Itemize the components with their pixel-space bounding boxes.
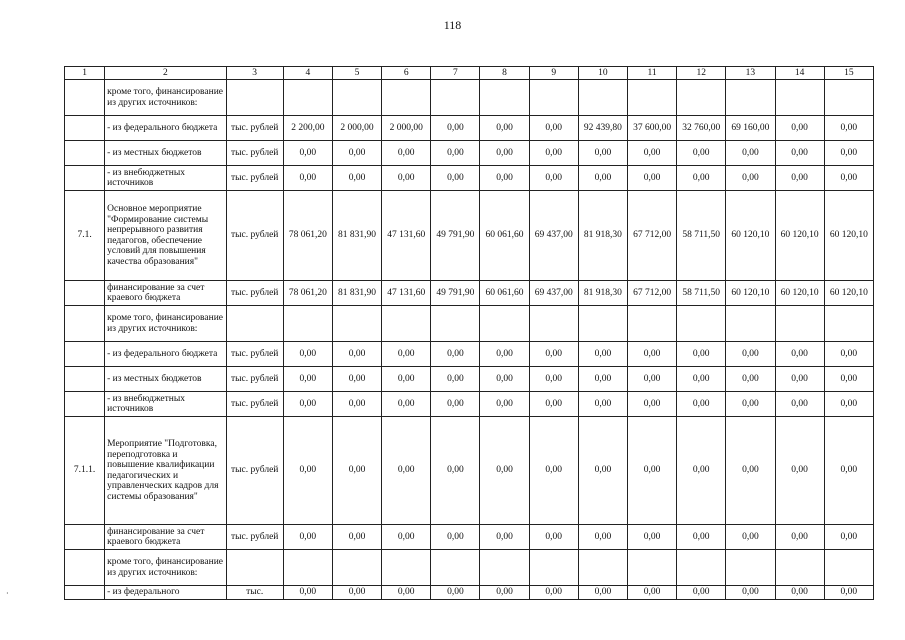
value-cell [332,80,381,116]
row-unit: тыс. рублей [226,166,283,191]
value-cell: 69 437,00 [529,191,578,281]
table-body [65,80,874,600]
value-cell: 2 000,00 [382,116,431,141]
value-cell: 0,00 [677,342,726,367]
value-cell: 0,00 [775,392,824,417]
table-row [65,191,874,281]
value-cell: 0,00 [578,525,627,550]
row-code [65,392,105,417]
value-cell [677,306,726,342]
value-cell: 0,00 [775,525,824,550]
value-cell: 0,00 [627,417,676,525]
value-cell: 78 061,20 [283,191,332,281]
value-cell: 0,00 [529,392,578,417]
value-cell [283,80,332,116]
row-unit: тыс. рублей [226,281,283,306]
value-cell: 0,00 [283,141,332,166]
column-header: 11 [627,67,676,80]
value-cell [726,550,775,586]
value-cell: 0,00 [283,586,332,600]
row-unit: тыс. рублей [226,525,283,550]
value-cell: 0,00 [431,116,480,141]
value-cell: 0,00 [431,525,480,550]
value-cell: 60 120,10 [824,191,873,281]
value-cell [726,80,775,116]
value-cell: 0,00 [480,141,529,166]
value-cell: 0,00 [529,586,578,600]
value-cell: 0,00 [775,367,824,392]
value-cell: 0,00 [578,166,627,191]
table-row [65,586,874,600]
column-header: 1 [65,67,105,80]
row-code [65,525,105,550]
value-cell: 0,00 [824,342,873,367]
value-cell [431,80,480,116]
value-cell: 0,00 [578,392,627,417]
value-cell: 0,00 [677,417,726,525]
value-cell: 0,00 [677,392,726,417]
row-code [65,116,105,141]
value-cell [283,306,332,342]
row-code [65,281,105,306]
value-cell: 0,00 [332,392,381,417]
value-cell: 0,00 [677,141,726,166]
value-cell: 0,00 [283,525,332,550]
value-cell [627,550,676,586]
value-cell: 0,00 [332,525,381,550]
value-cell: 0,00 [627,342,676,367]
value-cell: 0,00 [480,367,529,392]
value-cell: 0,00 [480,342,529,367]
row-unit: тыс. рублей [226,367,283,392]
row-unit: тыс. рублей [226,342,283,367]
value-cell [529,550,578,586]
value-cell: 47 131,60 [382,191,431,281]
row-name: - из внебюджетных источников [105,392,226,417]
value-cell: 0,00 [775,342,824,367]
value-cell: 0,00 [431,367,480,392]
row-name: кроме того, финансирование из других источников: [105,550,226,586]
value-cell: 0,00 [627,166,676,191]
value-cell: 0,00 [578,417,627,525]
column-header: 8 [480,67,529,80]
value-cell: 67 712,00 [627,191,676,281]
value-cell: 58 711,50 [677,281,726,306]
value-cell: 60 120,10 [775,191,824,281]
row-code [65,367,105,392]
value-cell [529,80,578,116]
value-cell: 0,00 [726,166,775,191]
value-cell: 0,00 [677,367,726,392]
value-cell: 0,00 [332,417,381,525]
value-cell: 37 600,00 [627,116,676,141]
value-cell: 0,00 [824,392,873,417]
row-code: 7.1.1. [65,417,105,525]
value-cell: 0,00 [627,141,676,166]
column-header: 15 [824,67,873,80]
value-cell: 2 200,00 [283,116,332,141]
row-name: - из федерального бюджета [105,116,226,141]
value-cell: 0,00 [283,166,332,191]
row-code [65,306,105,342]
value-cell: 0,00 [529,417,578,525]
value-cell [382,550,431,586]
value-cell [775,306,824,342]
value-cell [726,306,775,342]
value-cell [824,550,873,586]
row-code [65,166,105,191]
value-cell: 0,00 [332,166,381,191]
value-cell: 0,00 [627,392,676,417]
value-cell [578,80,627,116]
row-name: - из местных бюджетов [105,141,226,166]
row-name: кроме того, финансирование из других источников: [105,80,226,116]
value-cell: 0,00 [431,586,480,600]
column-header: 6 [382,67,431,80]
value-cell: 0,00 [283,392,332,417]
row-code: 7.1. [65,191,105,281]
value-cell: 0,00 [627,525,676,550]
value-cell: 0,00 [578,141,627,166]
value-cell: 0,00 [824,116,873,141]
column-header: 10 [578,67,627,80]
value-cell: 0,00 [382,141,431,166]
page-number: 118 [443,18,462,32]
value-cell [480,80,529,116]
value-cell: 0,00 [332,141,381,166]
value-cell: 0,00 [578,367,627,392]
value-cell: 0,00 [480,586,529,600]
row-name: кроме того, финансирование из других источников: [105,306,226,342]
row-unit [226,80,283,116]
row-name: - из местных бюджетов [105,367,226,392]
value-cell [824,80,873,116]
value-cell: 0,00 [529,367,578,392]
value-cell: 0,00 [382,417,431,525]
value-cell: 47 131,60 [382,281,431,306]
table-row [65,141,874,166]
value-cell [627,306,676,342]
value-cell: 0,00 [431,417,480,525]
value-cell [382,306,431,342]
value-cell [283,550,332,586]
value-cell: 0,00 [824,166,873,191]
table-row [65,525,874,550]
row-name: - из федерального [105,586,226,600]
value-cell [775,550,824,586]
value-cell [824,306,873,342]
table-row [65,367,874,392]
value-cell [677,80,726,116]
value-cell: 0,00 [726,392,775,417]
table-row [65,166,874,191]
value-cell: 78 061,20 [283,281,332,306]
row-code [65,342,105,367]
value-cell: 69 437,00 [529,281,578,306]
value-cell: 0,00 [480,525,529,550]
value-cell: 0,00 [775,116,824,141]
row-name: - из федерального бюджета [105,342,226,367]
value-cell [529,306,578,342]
value-cell: 49 791,90 [431,191,480,281]
margin-mark: · [6,589,9,598]
column-header: 9 [529,67,578,80]
value-cell: 0,00 [726,342,775,367]
value-cell [627,80,676,116]
value-cell: 0,00 [283,367,332,392]
column-header: 3 [226,67,283,80]
value-cell: 81 918,30 [578,191,627,281]
value-cell: 81 831,90 [332,191,381,281]
value-cell: 92 439,80 [578,116,627,141]
value-cell: 0,00 [431,392,480,417]
value-cell: 0,00 [529,116,578,141]
row-code [65,141,105,166]
row-code [65,550,105,586]
value-cell: 60 061,60 [480,191,529,281]
value-cell: 0,00 [578,342,627,367]
value-cell: 60 061,60 [480,281,529,306]
value-cell: 60 120,10 [824,281,873,306]
value-cell: 0,00 [775,141,824,166]
value-cell: 0,00 [332,586,381,600]
row-unit [226,550,283,586]
column-header: 4 [283,67,332,80]
column-header: 12 [677,67,726,80]
table-row [65,342,874,367]
row-name: Основное мероприятие "Формирование системы непрерывного развития педагогов, обеспечение условий для повышения качества образования" [105,191,226,281]
value-cell: 0,00 [775,586,824,600]
value-cell: 67 712,00 [627,281,676,306]
value-cell: 0,00 [431,342,480,367]
value-cell: 0,00 [578,586,627,600]
value-cell: 0,00 [283,342,332,367]
value-cell: 32 760,00 [677,116,726,141]
value-cell [775,80,824,116]
value-cell: 0,00 [726,141,775,166]
value-cell: 0,00 [529,141,578,166]
value-cell: 0,00 [627,367,676,392]
value-cell: 0,00 [824,525,873,550]
row-unit: тыс. рублей [226,141,283,166]
value-cell [332,550,381,586]
value-cell [480,306,529,342]
value-cell: 0,00 [332,367,381,392]
value-cell: 0,00 [431,141,480,166]
value-cell: 60 120,10 [775,281,824,306]
value-cell: 0,00 [480,166,529,191]
value-cell: 60 120,10 [726,191,775,281]
value-cell: 0,00 [726,525,775,550]
value-cell: 2 000,00 [332,116,381,141]
column-header: 14 [775,67,824,80]
row-code [65,586,105,600]
value-cell: 58 711,50 [677,191,726,281]
value-cell: 0,00 [480,417,529,525]
value-cell: 60 120,10 [726,281,775,306]
row-unit: тыс. [226,586,283,600]
column-header: 5 [332,67,381,80]
row-name: - из внебюджетных источников [105,166,226,191]
value-cell: 0,00 [677,166,726,191]
column-header: 13 [726,67,775,80]
value-cell [578,550,627,586]
value-cell: 0,00 [529,525,578,550]
budget-table [64,66,874,600]
value-cell: 0,00 [627,586,676,600]
table-row [65,392,874,417]
value-cell: 0,00 [480,392,529,417]
table-row [65,116,874,141]
value-cell: 0,00 [529,166,578,191]
value-cell: 0,00 [824,417,873,525]
value-cell [382,80,431,116]
value-cell: 0,00 [677,525,726,550]
value-cell [431,306,480,342]
row-unit: тыс. рублей [226,116,283,141]
value-cell: 0,00 [529,342,578,367]
value-cell: 0,00 [382,367,431,392]
table-row [65,550,874,586]
value-cell: 0,00 [824,586,873,600]
value-cell [677,550,726,586]
value-cell: 0,00 [677,586,726,600]
value-cell: 69 160,00 [726,116,775,141]
value-cell: 49 791,90 [431,281,480,306]
value-cell: 0,00 [431,166,480,191]
value-cell: 0,00 [775,166,824,191]
row-unit: тыс. рублей [226,417,283,525]
value-cell [332,306,381,342]
value-cell [578,306,627,342]
value-cell: 0,00 [726,417,775,525]
value-cell: 0,00 [726,586,775,600]
row-name: Мероприятие "Подготовка, переподготовка и повышение квалификации педагогических и управленческих кадров для системы образования" [105,417,226,525]
value-cell: 0,00 [332,342,381,367]
value-cell: 81 831,90 [332,281,381,306]
value-cell: 0,00 [382,166,431,191]
value-cell: 0,00 [382,392,431,417]
value-cell: 0,00 [382,525,431,550]
value-cell: 0,00 [824,141,873,166]
value-cell: 0,00 [382,586,431,600]
column-header: 2 [105,67,226,80]
table-row [65,306,874,342]
column-header: 7 [431,67,480,80]
row-unit: тыс. рублей [226,191,283,281]
table-row [65,281,874,306]
table-row [65,417,874,525]
value-cell: 0,00 [775,417,824,525]
header-row [65,67,874,80]
value-cell [431,550,480,586]
value-cell: 0,00 [824,367,873,392]
row-name: финансирование за счет краевого бюджета [105,281,226,306]
value-cell: 81 918,30 [578,281,627,306]
value-cell [480,550,529,586]
row-unit [226,306,283,342]
row-code [65,80,105,116]
table-row [65,80,874,116]
value-cell: 0,00 [480,116,529,141]
value-cell: 0,00 [283,417,332,525]
value-cell: 0,00 [382,342,431,367]
row-name: финансирование за счет краевого бюджета [105,525,226,550]
value-cell: 0,00 [726,367,775,392]
row-unit: тыс. рублей [226,392,283,417]
